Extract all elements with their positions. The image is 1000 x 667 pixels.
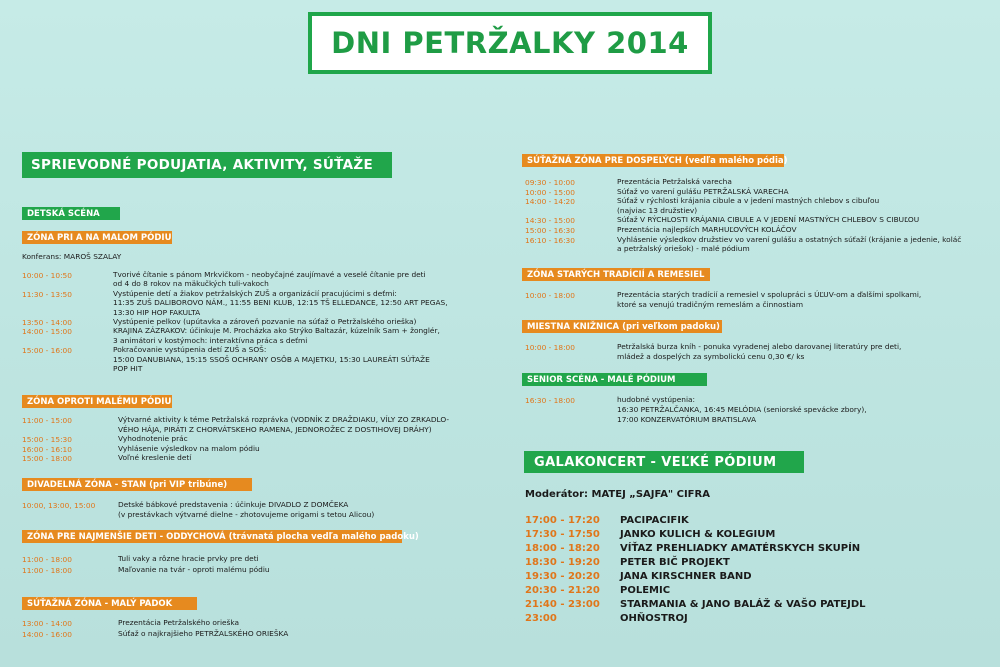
gala-time: 18:00 - 18:20 <box>525 543 600 554</box>
title-box <box>308 12 712 74</box>
gala-performer: OHŇOSTROJ <box>620 613 688 624</box>
event-description: Súťaž V RÝCHLOSTI KRÁJANIA CIBULE A V JEDENÍ MASTNÝCH CHLEBOV S CIBUĽOU <box>617 215 920 225</box>
time-label: 15:00 - 16:30 <box>525 226 575 235</box>
event-description: Vyhlásenie výsledkov na malom pódiu <box>118 443 260 453</box>
time-label: 16:10 - 16:30 <box>525 235 575 245</box>
label-divadelna: DIVADELNÁ ZÓNA - STAN (pri VIP tribúne) <box>22 478 252 491</box>
event-description: Pokračovanie vystúpenia detí ZUŠ a SOŠ: <box>113 345 267 355</box>
event-description: mládež a dospelých za symbolickú cenu 0,30 €/ ks <box>617 351 805 361</box>
time-label: 14:00 - 14:20 <box>525 197 575 207</box>
event-description: KRAJINA ZÁZRAKOV: účinkuje M. Procházka ako Strýko Baltazár, kúzelník Sam + žonglér, <box>113 326 440 336</box>
gala-performer: STARMANIA & JANO BALÁŽ & VAŠO PATEJDL <box>620 599 866 610</box>
time-label: 14:00 - 15:00 <box>22 327 72 337</box>
time-label: 10:00 - 15:00 <box>525 187 575 197</box>
label-sutazna-dospeli: SÚŤAŽNÁ ZÓNA PRE DOSPELÝCH (vedľa malého pódia) <box>522 154 784 167</box>
konferans: Konferans: MAROŠ SZALAY <box>22 252 122 261</box>
time-label: 09:30 - 10:00 <box>525 178 575 187</box>
gala-performer: VÍŤAZ PREHLIADKY AMATÉRSKYCH SKUPÍN <box>620 543 861 554</box>
event-description: Tvorivé čítanie s pánom Mrkvičkom - neobyčajné zaujímavé a veselé čítanie pre deti <box>113 270 426 279</box>
moderator: Moderátor: MATEJ „SAJFA" CIFRA <box>525 489 710 500</box>
gala-box: GALAKONCERT - VEĽKÉ PÓDIUM <box>524 451 804 473</box>
label-starych: ZÓNA STARÝCH TRADÍCIÍ A REMESIEL <box>522 268 710 281</box>
gala-time: 23:00 <box>525 613 557 624</box>
time-label: 14:00 - 16:00 <box>22 629 72 639</box>
event-description: Výtvarné aktivity k téme Petržalská rozprávka (VODNÍK Z DRAŽDIAKU, VÍLY ZO ZRKADLO- <box>118 415 450 424</box>
event-description: 3 animátori v kostýmoch: interaktívna práca s deťmi <box>113 335 308 345</box>
event-description: Prezentácia starých tradícií a remesiel v spolupráci s ÚĽUV-om a ďalšími spolkami, <box>617 290 922 299</box>
event-description: (najviac 13 družstiev) <box>617 205 698 215</box>
event-description: Súťaž o najkrajšieho PETRŽALSKÉHO ORIEŠKA <box>118 628 289 638</box>
label-sutazna-maly: SÚŤAŽNÁ ZÓNA - MALÝ PADOK <box>22 597 197 610</box>
event-description: VÉHO HÁJA, PIRÁTI Z CHORVÁTSKEHO RAMENA, JEDNOROŽEC Z DOSTIHOVEJ DRÁHY) <box>118 424 432 434</box>
time-label: 10:00, 13:00, 15:00 <box>22 501 96 510</box>
gala-performer: POLEMIC <box>620 585 671 596</box>
label-senior: SENIOR SCÉNA - MALÉ PÓDIUM <box>522 373 707 386</box>
gala-performer: PETER BIČ PROJEKT <box>620 557 730 568</box>
gala-performer: JANA KIRSCHNER BAND <box>620 571 752 582</box>
label-najmensie: ZÓNA PRE NAJMENŠIE DETI - ODDYCHOVÁ (trávnatá plocha vedľa malého padoku) <box>22 530 402 543</box>
time-label: 11:00 - 18:00 <box>22 565 72 575</box>
gala-time: 21:40 - 23:00 <box>525 599 600 610</box>
label-detska-scena: DETSKÁ SCÉNA <box>22 207 120 220</box>
label-zona-oproti: ZÓNA OPROTI MALÉMU PÓDIU <box>22 395 172 408</box>
time-label: 16:00 - 16:10 <box>22 444 72 454</box>
event-description: hudobné vystúpenia: <box>617 395 696 404</box>
event-description: Maľovanie na tvár - oproti malému pódiu <box>118 564 270 574</box>
time-label: 11:00 - 15:00 <box>22 416 72 425</box>
time-label: 14:30 - 15:00 <box>525 216 575 226</box>
event-description: Vystúpenie pelkov (upútavka a zároveň pozvanie na súťaž o Petržalského orieška) <box>113 317 417 326</box>
event-description: (v prestávkach výtvarné dielne - zhotovujeme origami s tetou Alicou) <box>118 510 375 519</box>
event-description: 17:00 KONZERVATÓRIUM BRATISLAVA <box>617 415 757 424</box>
event-description: Petržalská burza kníh - ponuka vyradenej alebo darovanej literatúry pre deti, <box>617 342 902 351</box>
event-description: 13:30 HIP HOP FAKULTA <box>113 307 201 317</box>
gala-performer: JANKO KULICH & KOLEGIUM <box>620 529 776 540</box>
event-description: 16:30 PETRŽALČANKA, 16:45 MELÓDIA (seniorské spevácke zbory), <box>617 405 867 414</box>
time-label: 16:30 - 18:00 <box>525 396 575 405</box>
gala-performer: PACIPACIFIK <box>620 515 689 526</box>
event-description: ktoré sa venujú tradičným remeslám a činnostiam <box>617 299 804 309</box>
time-label: 10:00 - 10:50 <box>22 271 72 280</box>
time-label: 15:00 - 15:30 <box>22 435 72 445</box>
label-kniznica: MIESTNA KNIŽNICA (pri veľkom padoku) <box>522 320 722 333</box>
event-description: 15:00 DANUBIANA, 15:15 SSOŠ OCHRANY OSÔB A MAJETKU, 15:30 LAUREÁTI SÚŤAŽE <box>113 354 430 364</box>
label-zona-pri: ZÓNA PRI A NA MALOM PÓDIU <box>22 231 172 244</box>
time-label: 13:50 - 14:00 <box>22 318 72 327</box>
gala-time: 17:00 - 17:20 <box>525 515 600 526</box>
time-label: 10:00 - 18:00 <box>525 343 575 352</box>
gala-time: 19:30 - 20:20 <box>525 571 600 582</box>
event-description: Prezentácia Petržalského orieška <box>118 618 240 627</box>
event-description: Vystúpenie detí a žiakov petržalských ZUŠ a organizácií pracujúcimi s deťmi: <box>113 288 397 298</box>
event-description: a petržalský oriešok) - malé pódium <box>617 244 750 254</box>
section-title: SPRIEVODNÉ PODUJATIA, AKTIVITY, SÚŤAŽE <box>22 152 392 178</box>
event-description: Voľné kreslenie detí <box>118 453 192 463</box>
time-label: 11:00 - 18:00 <box>22 555 72 564</box>
event-description: Tuli vaky a rôzne hracie prvky pre deti <box>118 554 259 563</box>
time-label: 15:00 - 18:00 <box>22 454 72 464</box>
time-label: 10:00 - 18:00 <box>525 291 575 300</box>
event-description: Súťaž vo varení gulášu PETRŽALSKÁ VARECHA <box>617 186 789 196</box>
event-description: Prezentácia najlepších MARHUĽOVÝCH KOLÁČOV <box>617 225 797 234</box>
event-description: POP HIT <box>113 364 143 373</box>
page-title: DNI PETRŽALKY 2014 <box>331 26 689 60</box>
event-description: Vyhlásenie výsledkov družstiev vo varení gulášu a ostatných súťaží (krájanie a jedenie, koláč <box>617 234 962 244</box>
time-label: 13:00 - 14:00 <box>22 619 72 628</box>
event-description: 11:35 ZUŠ DALIBOROVO NÁM., 11:55 BENI KLUB, 12:15 TŠ ELLEDANCE, 12:50 ART PEGAS, <box>113 298 448 308</box>
time-label: 11:30 - 13:50 <box>22 289 72 299</box>
event-description: Súťaž v rýchlosti krájania cibule a v jedení mastných chlebov s cibuľou <box>617 196 880 206</box>
gala-time: 17:30 - 17:50 <box>525 529 600 540</box>
event-description: Vyhodnotenie prác <box>118 434 188 444</box>
gala-time: 20:30 - 21:20 <box>525 585 600 596</box>
gala-time: 18:30 - 19:20 <box>525 557 600 568</box>
time-label: 15:00 - 16:00 <box>22 346 72 356</box>
event-description: Detské bábkové predstavenia : účinkuje DIVADLO Z DOMČEKA <box>118 500 349 509</box>
event-description: Prezentácia Petržalská varecha <box>617 177 732 186</box>
event-description: od 4 do 8 rokov na mäkučkých tuli-vakoch <box>113 279 269 289</box>
